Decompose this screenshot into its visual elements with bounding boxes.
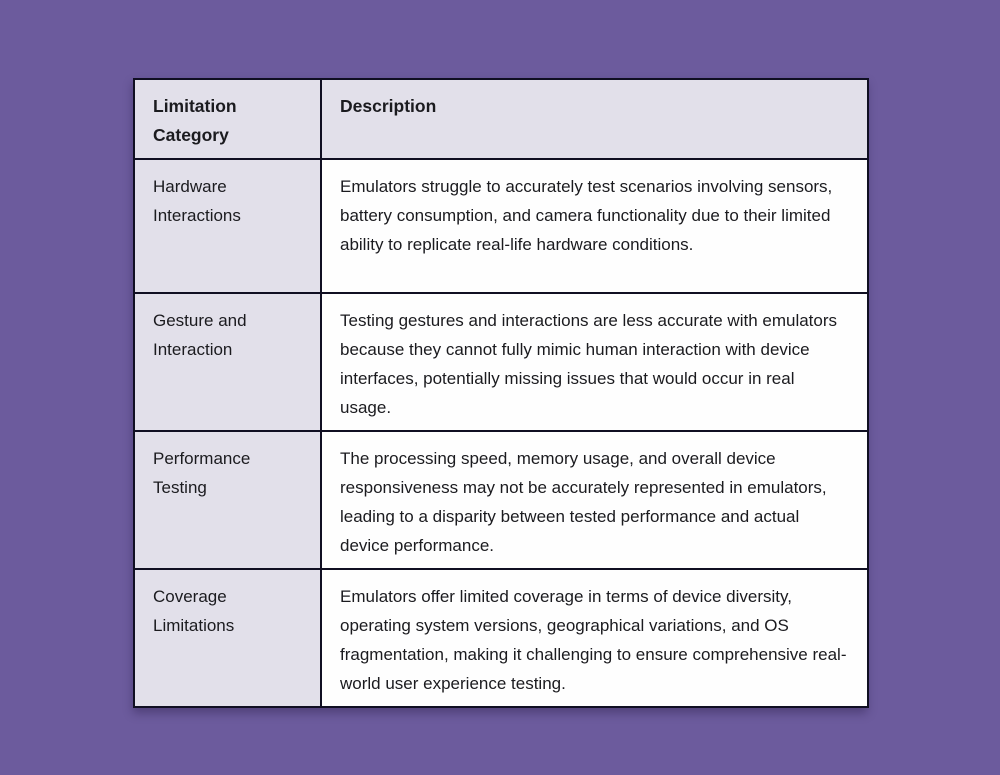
category-cell: Gesture and Interaction	[134, 293, 321, 431]
table-row	[134, 569, 868, 707]
category-cell: Coverage Limitations	[134, 569, 321, 707]
description-cell: Testing gestures and interactions are less accurate with emulators because they cannot fully mimic human interaction with device interfaces, potentially missing issues that would occur in real usage.	[321, 293, 868, 431]
category-cell: Performance Testing	[134, 431, 321, 569]
header-cell-limitation-category: Limitation Category	[134, 79, 321, 159]
description-cell: The processing speed, memory usage, and overall device responsiveness may not be accurately represented in emulators, leading to a disparity between tested performance and actual device performance.	[321, 431, 868, 569]
limitations-table	[133, 78, 869, 708]
table-header-row	[134, 79, 868, 159]
table-row	[134, 293, 868, 431]
header-cell-description: Description	[321, 79, 868, 159]
description-cell: Emulators struggle to accurately test scenarios involving sensors, battery consumption, and camera functionality due to their limited ability to replicate real-life hardware conditions.	[321, 159, 868, 293]
category-cell: Hardware Interactions	[134, 159, 321, 293]
table-row	[134, 431, 868, 569]
limitations-table-container	[133, 78, 867, 708]
table-row	[134, 159, 868, 293]
description-cell: Emulators offer limited coverage in terms of device diversity, operating system versions, geographical variations, and OS fragmentation, making it challenging to ensure comprehensive real-world user experience testing.	[321, 569, 868, 707]
